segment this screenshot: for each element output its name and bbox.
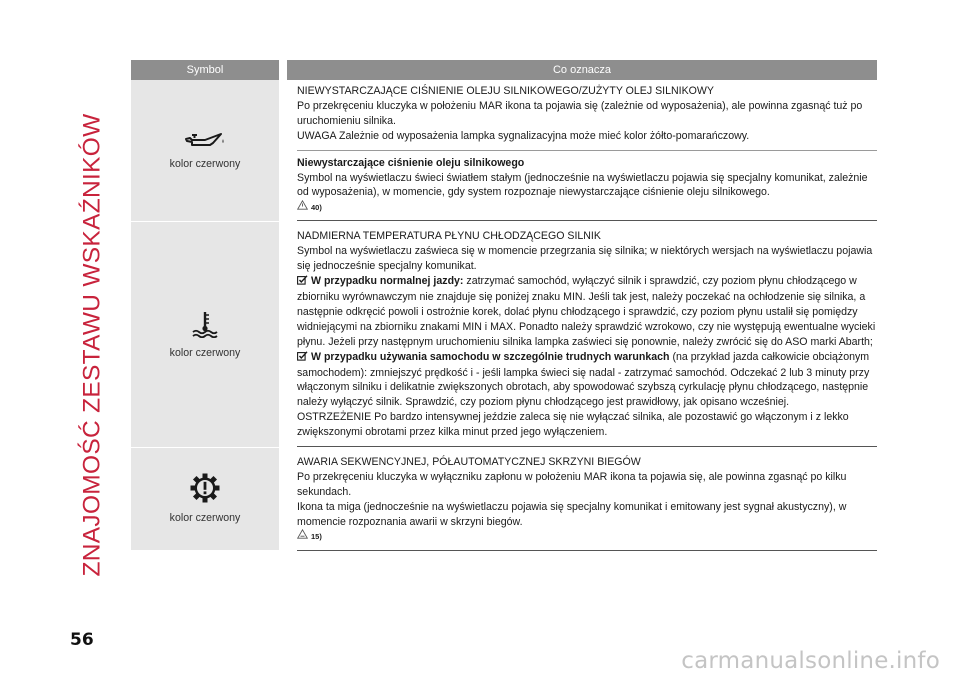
case-normal-driving — [297, 274, 877, 350]
section-title-text: ZNAJOMOŚĆ ZESTAWU WSKAŹNIKÓW — [78, 113, 106, 577]
reference-number: 15) — [311, 532, 322, 542]
case-hard-conditions — [297, 350, 877, 411]
description-cell — [287, 80, 877, 221]
description-text: Symbol na wyświetlaczu świeci światłem stałym (jednocześnie na wyświetlaczu pojawia się specjalny komunikat, zależnie od wyposażenia), w momencie, gdy system rozpoznaje niewystarczające ciśnienie oleju silnikowego. — [297, 171, 868, 199]
symbol-cell — [131, 80, 279, 221]
description-note: UWAGA Zależnie od wyposażenia lampka sygnalizacyjna może mieć kolor żółto-pomarańczowy. — [297, 129, 750, 142]
description-cell — [287, 221, 877, 447]
description-text: Symbol na wyświetlaczu zaświeca się w momencie przegrzania się silnika; w niektórych wersjach na wyświetlaczu pojawia się jednocześnie specjalny komunikat. — [297, 245, 873, 273]
description-text: Ikona ta miga (jednocześnie na wyświetlaczu pojawia się specjalny komunikat i emitowany jest sygnał akustyczny), w momencie rozpoznania awarii w skrzyni biegów. — [297, 500, 847, 528]
warning-lights-table — [131, 60, 877, 551]
description-subtitle: Niewystarczające ciśnienie oleju silnikowego — [297, 156, 525, 169]
gearbox-fault-icon — [190, 473, 220, 508]
symbol-label: kolor czerwony — [169, 512, 241, 525]
header-symbol: Symbol — [131, 60, 279, 80]
table-row — [131, 447, 877, 551]
table-header-row — [131, 60, 877, 80]
symbol-cell — [131, 447, 279, 551]
description-title: NIEWYSTARCZAJĄCE CIŚNIENIE OLEJU SILNIKOWEGO/ZUŻYTY OLEJ SILNIKOWY — [297, 85, 714, 97]
checkbox-icon — [297, 351, 308, 366]
oil-can-icon — [183, 131, 227, 154]
description-title: AWARIA SEKWENCYJNEJ, PÓŁAUTOMATYCZNEJ SKRZYNI BIEGÓW — [297, 456, 641, 469]
symbol-label: kolor czerwony — [169, 157, 241, 170]
caution-triangle-icon — [297, 529, 308, 546]
case-label: W przypadku normalnej jazdy: — [311, 275, 464, 288]
warning-reference — [297, 202, 877, 214]
header-gap — [279, 60, 287, 80]
case-text: (na przykład jazda całkowicie obciążonym samochodem): zmniejszyć prędkość i - jeśli lampka świeci się nadal - zatrzymać samochód. Odczekać 2 lub 3 minuty przy włączonym silniku i delikatnie zwiększonych obrotach, aby spowodować szybszą cyrkulację płynu chłodzącego, następnie należy wyłączyć silnik. Sprawdzić, czy poziom płynu chłodzącego jest prawidłowy, jak opisano wcześniej. — [297, 350, 870, 409]
vertical-section-title — [72, 50, 112, 640]
warning-triangle-icon — [297, 200, 308, 217]
reference-number: 40) — [311, 202, 322, 212]
description-text: Po przekręceniu kluczyka w wyłączniku zapłonu w położeniu MAR ikona ta pojawia się, ale powinna zgasnąć po kilku sekundach. — [297, 470, 847, 498]
symbol-label: kolor czerwony — [169, 346, 241, 359]
description-cell — [287, 447, 877, 551]
table-row — [131, 221, 877, 447]
description-warning: OSTRZEŻENIE Po bardzo intensywnej jeździe zaleca się nie wyłączać silnika, ale pozostawić go włączonym i z lekko zwiększonymi obrotami przez kilka minut przed jego wyłączeniem. — [297, 411, 849, 439]
symbol-cell — [131, 221, 279, 447]
page-number: 56 — [70, 630, 94, 650]
description-text: Po przekręceniu kluczyka w położeniu MAR ikona ta pojawia się (zależnie od wyposażenia), ale powinna zgasnąć tuż po uruchomieniu silnika. — [297, 99, 863, 127]
header-meaning: Co oznacza — [287, 60, 877, 80]
description-title: NADMIERNA TEMPERATURA PŁYNU CHŁODZĄCEGO SILNIK — [297, 230, 601, 243]
table-row — [131, 80, 877, 221]
coolant-temperature-icon — [190, 310, 220, 343]
warning-reference — [297, 532, 877, 544]
case-text: zatrzymać samochód, wyłączyć silnik i sprawdzić, czy poziom płynu chłodzącego w zbiorniku wyrównawczym nie znajduje się poniżej znaku MIN. Jeśli tak jest, należy poczekać na ochłodzenie się silnika, a następnie odkręcić powoli i ostrożnie korek, dolać płynu chłodzącego i sprawdzić, czy poziom płynu ustalił się pomiędzy widniejącymi na zbiorniku znakami MIN i MAX. Ponadto należy sprawdzić wzrokowo, czy nie występują ewentualne wycieki płynu. Jeżeli przy następnym uruchomieniu silnika lampka zaświeci się ponownie, należy zwrócić się do ASO marki Abarth; — [297, 275, 876, 348]
case-label: W przypadku używania samochodu w szczególnie trudnych warunkach — [311, 350, 670, 363]
checkbox-icon — [297, 275, 308, 290]
watermark-text: carmanualsonline.info — [681, 648, 940, 674]
